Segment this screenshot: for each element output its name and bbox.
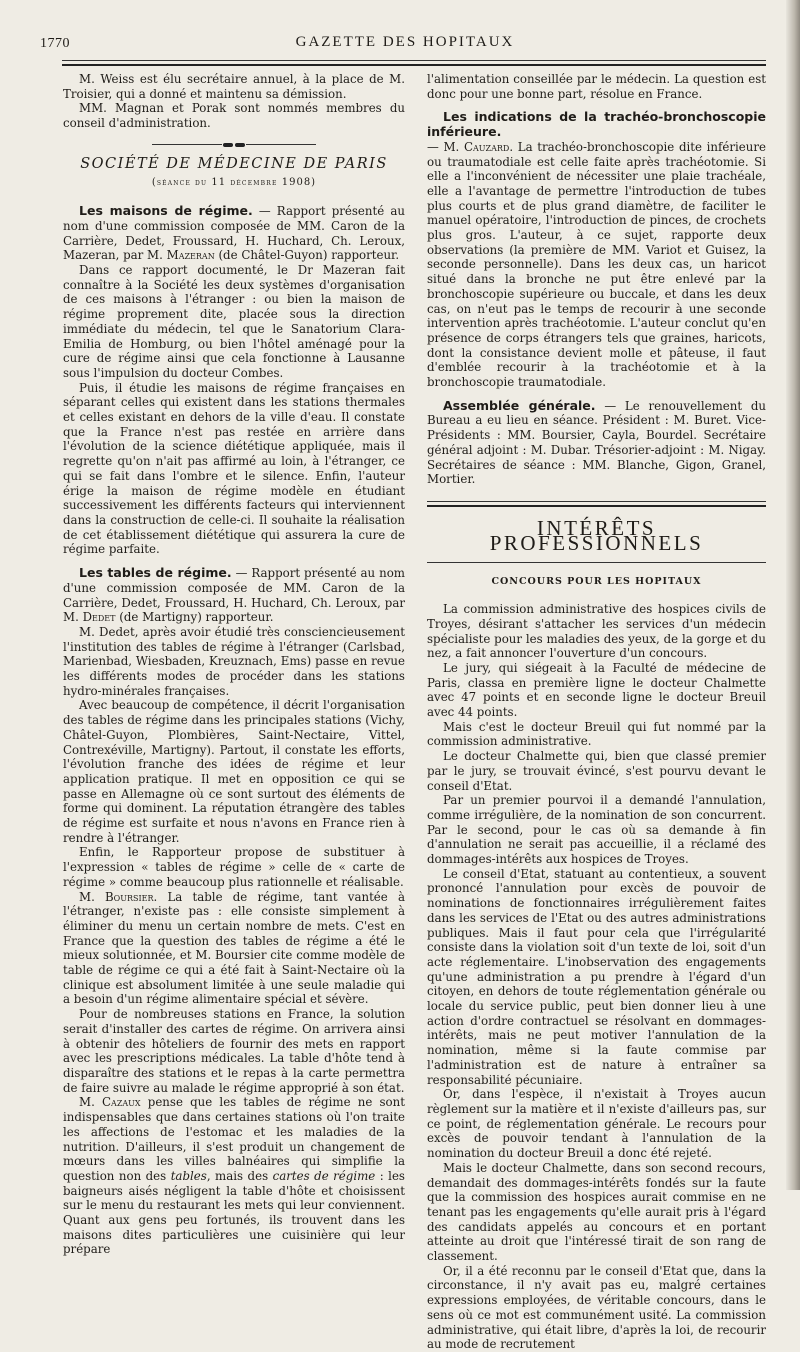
section-rule-top — [427, 501, 766, 502]
page-number: 1770 — [40, 36, 70, 51]
body-paragraph: Or, il a été reconnu par le conseil d'Etat que, dans la circonstance, il n'y avait pas eu, malgré certaines expressions employées, de véritable concours, dans le sens où ce mot est communément usité. La commission administrative, qui était libre, d'après la loi, de recourir au mode de recrutement — [427, 1263, 766, 1352]
body-paragraph: Or, dans l'espèce, il n'existait à Troyes aucun règlement sur la matière et il n'existe d'ailleurs pas, sur ce point, de réglementation générale. Le recours pour excès de pouvoir tendant à l'annulation de la nomination du docteur Breuil a donc été rejeté. — [427, 1087, 766, 1161]
body-paragraph: La commission administrative des hospices civils de Troyes, désirant s'attacher les services d'un médecin spécialiste pour les maladies des yeux, de la gorge et du nez, a fait annoncer l'ouverture d'un concours. — [427, 602, 766, 661]
boursier-paragraph: M. Boursier. La table de régime, tant vantée à l'étranger, n'existe pas : elle consiste simplement à éliminer du menu un certain nombre de mets. C'est en France que la question des tables de régime a été le mieux solutionnée, et M. Boursier cite comme modèle de table de régime ce qui a été fait à Saint-Nectaire où la clinique est absolument limitée à une seule maladie qui a besoin d'un régime alimentaire spécial et sévère. — [63, 889, 405, 1007]
session-date: (séance du 11 décembre 1908) — [151, 176, 317, 188]
body-paragraph: Mais c'est le docteur Breuil qui fut nommé par la commission administrative. — [427, 719, 766, 749]
journal-title: GAZETTE DES HOPITAUX — [295, 34, 515, 50]
right-column — [427, 72, 766, 1352]
body-paragraph: Puis, il étudie les maisons de régime françaises en séparant celles qui existent dans les stations thermales et celles existant en dehors de la ville d'eau. Il constate que la France n'est pas restée en arrière dans l'évolution de la science diététique appliquée, mais il regrette qu'on n'ait pas affirmé au loin, à l'étranger, ce qui se fait dans l'ombre et le silence. Enfin, l'auteur érige la maison de régime modèle en étudiant successivement les différents facteurs qui interviennent dans la construction de celle-ci. Il souhaite la réalisation de cet établissement diététique qui assurera la cure de régime parfaite. — [63, 380, 405, 557]
assemblee-heading: Assemblée générale. — [443, 397, 596, 413]
tracheo-paragraph: Les indications de la trachéo-bronchoscopie inférieure. — M. Cauzard. La trachéo-bronchoscopie dite inférieure ou traumatodiale est celle faite après trachéotomie. Si elle a l'inconvénient de nécessiter une plaie trachéale, elle a l'avantage de permettre l'introduction de tubes plus courts et de plus grand diamètre, de faciliter le manuel opératoire, l'introduction de pinces, de crochets plus gros. L'auteur, à ce sujet, rapporte deux observations (la première de MM. Variot et Guisez, la seconde personnelle). Dans les deux cas, un haricot situé dans la bronche ne put être enlevé par la bronchoscopie supérieure ou buccale, et dans les deux cas, on n'eut pas le temps de recourir à une seconde intervention après trachéotomie. L'auteur conclut qu'en présence de corps étrangers tels que graines, haricots, dont la consistance devient molle et pâteuse, il faut d'emblée recourir à la trachéotomie et à la bronchoscopie traumatodiale. — [427, 109, 766, 390]
tracheo-heading: Les indications de la trachéo-bronchoscopie inférieure. — [427, 109, 766, 140]
body-paragraph: Par un premier pourvoi il a demandé l'annulation, comme irrégulière, de la nomination de son concurrent. Par le second, pour le cas où sa demande à fin d'annulation ne serait pas accueillie, il a réclamé des dommages-intérêts aux hospices de Troyes. — [427, 793, 766, 867]
subsection-title: CONCOURS POUR LES HOPITAUX — [491, 576, 702, 588]
section-title: INTÉRÊTS PROFESSIONNELS — [489, 515, 704, 555]
tables-regime-paragraph: Les tables de régime. — Rapport présenté au nom d'une commission composée de MM. Caron de la Carrière, Dedet, Froussard, H. Huchard, Ch. Leroux, par M. Dedet (de Martigny) rapporteur. — [63, 565, 405, 625]
section-rule-bottom — [427, 562, 766, 563]
assemblee-paragraph: Assemblée générale. — Le renouvellement du Bureau a eu lieu en séance. Président : M. Buret. Vice-Présidents : MM. Boursier, Cayla, Bourdel. Secrétaire général adjoint : M. Dubar. Trésorier-adjoint : M. Nigay. Secrétaires de séance : MM. Blanche, Gigon, Granel, Mortier. — [427, 397, 767, 487]
header-rule-top — [62, 60, 766, 61]
page-binding-edge — [786, 0, 800, 1190]
body-paragraph: Enfin, le Rapporteur propose de substituer à l'expression « tables de régime » celle de « carte de régime » comme beaucoup plus rationnelle et réalisable. — [63, 845, 405, 889]
left-column — [63, 72, 405, 1257]
society-title: SOCIÉTÉ DE MÉDECINE DE PARIS — [80, 155, 388, 172]
body-paragraph: Pour de nombreuses stations en France, la solution serait d'installer des cartes de régime. On arrivera ainsi à obtenir des hôteliers de fournir des mets en rapport avec les prescriptions médicales. La table d'hôte tend à disparaître des stations et le repas à la carte permettra de faire suivre au malade le régime approprié à son état. — [63, 1007, 405, 1095]
cazaux-paragraph: M. Cazaux pense que les tables de régime ne sont indispensables que dans certaines stations où l'on traite les affections de l'estomac et les maladies de la nutrition. D'ailleurs, il s'est produit un changement de mœurs dans les villes balnéaires qui simplifie la question non des tables, mais des cartes de régime : les baigneurs aisés négligent la table d'hôte et choisissent sur le menu du restaurant les mets qui leur conviennent. Quant aux gens peu fortunés, ils trouvent dans les maisons dites particulières une cuisinière qui leur prépare — [63, 1095, 405, 1257]
intro-paragraph-2: MM. Magnan et Porak sont nommés membres du conseil d'administration. — [63, 101, 405, 131]
intro-paragraph-1: M. Weiss est élu secrétaire annuel, à la place de M. Troisier, qui a donné et maintenu sa démission. — [63, 72, 405, 101]
tables-regime-heading: Les tables de régime. — [79, 565, 232, 581]
body-paragraph: Le docteur Chalmette qui, bien que classé premier par le jury, se trouvait évincé, s'est pourvu devant le conseil d'Etat. — [427, 749, 766, 793]
body-paragraph: Le conseil d'Etat, statuant au contentieux, a souvent prononcé l'annulation pour excès de pouvoir de nominations de fonctionnaires irrégulièrement faites dans les services de l'Etat ou des autres administrations publiques. Mais il faut pour cela que l'irrégularité consiste dans la violation soit d'un texte de loi, soit d'un acte réglementaire. L'inobservation des engagements qu'une administration a pu prendre à l'égard d'un citoyen, en dehors de toute réglementation générale ou locale du service public, peut bien donner lieu à une action d'ordre contractuel se résolvant en dommages-intérêts, mais ne peut motiver l'annulation de la nomination, même si la faute commise par l'administration est de nature à entraîner sa responsabilité pécuniaire. — [427, 866, 766, 1087]
body-paragraph: M. Dedet, après avoir étudié très consciencieusement l'institution des tables de régime à l'étranger (Carlsbad, Marienbad, Wiesbaden, Kreuznach, Ems) passe en revue les différents modes de procéder dans les stations hydro-minérales françaises. — [63, 624, 405, 698]
body-paragraph: Avec beaucoup de compétence, il décrit l'organisation des tables de régime dans les principales stations (Vichy, Châtel-Guyon, Plombières, Saint-Nectaire, Vittel, Contrexéville, Martigny). Partout, il constate les efforts, l'évolution franche des idées de régime et leur application pratique. Il met en opposition ce qui se passe en Allemagne où ce sont surtout des éléments de forme qui dominent. La réputation étrangère des tables de régime est surfaite et nous n'avons en France rien à rendre à l'étranger. — [63, 698, 405, 845]
section-ornament — [63, 139, 405, 151]
section-rule-top-thick — [427, 505, 766, 507]
header-rule-bottom — [62, 64, 766, 66]
body-paragraph: Dans ce rapport documenté, le Dr Mazeran fait connaître à la Société les deux systèmes d'organisation de ces maisons à l'étranger : ou bien la maison de régime proprement dite, placée sous la direction immédiate du médecin, tel que le Sanatorium Clara-Emilia de Homburg, ou bien l'hôtel aménagé pour la cure de régime ainsi que cela fonctionne à Lausanne sous l'impulsion du docteur Combes. — [63, 263, 405, 380]
body-paragraph: Mais le docteur Chalmette, dans son second recours, demandait des dommages-intérêts fondés sur la faute que la commission des hospices aurait commise en ne tenant pas les engagements qu'elle aurait pris à l'égard des candidats appelés au concours et en portant atteinte au droit que l'intéressé tirait de son rang de classement. — [427, 1160, 766, 1264]
page-header — [40, 30, 770, 56]
maisons-regime-heading: Les maisons de régime. — [79, 203, 253, 219]
maisons-regime-paragraph: Les maisons de régime. — Rapport présenté au nom d'une commission composée de MM. Caron de la Carrière, Dedet, Froussard, H. Huchard, Ch. Leroux, Mazeran, par M. Mazeran (de Châtel-Guyon) rapporteur. — [63, 203, 405, 263]
body-paragraph: Le jury, qui siégeait à la Faculté de médecine de Paris, classa en première ligne le docteur Chalmette avec 47 points et en seconde ligne le docteur Breuil avec 44 points. — [427, 660, 766, 720]
continued-paragraph: l'alimentation conseillée par le médecin. La question est donc pour une bonne part, résolue en France. — [427, 72, 766, 101]
